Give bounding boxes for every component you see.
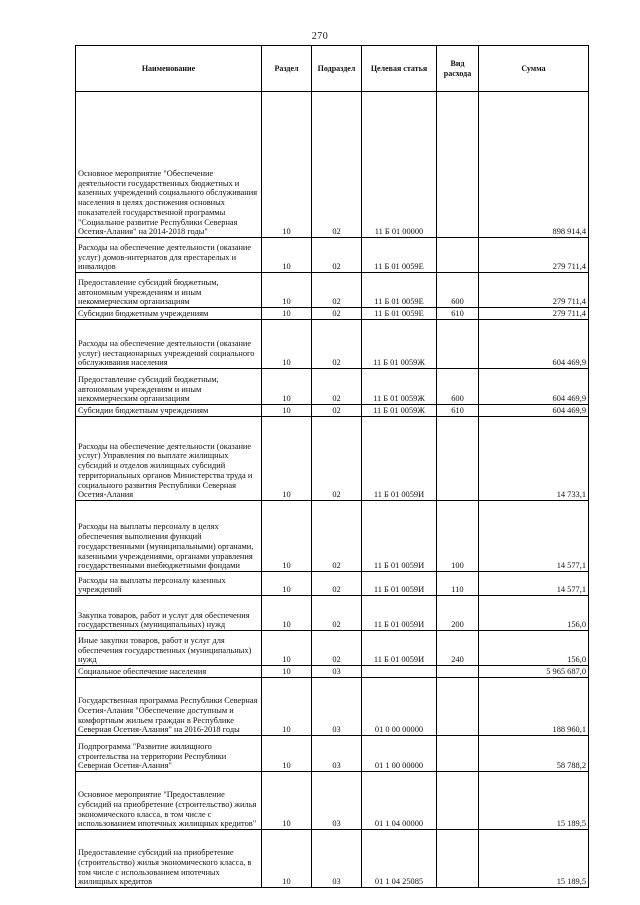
- row-name: Субсидии бюджетным учреждениям: [76, 308, 262, 320]
- table-row: [76, 631, 589, 666]
- row-section: 10: [262, 417, 312, 501]
- header-target: Целевая статья: [362, 46, 437, 92]
- row-amount: 279 711,4: [479, 238, 589, 273]
- row-type: [437, 772, 479, 830]
- row-type: [437, 678, 479, 736]
- row-target: 01 1 04 00000: [362, 772, 437, 830]
- row-name: Подпрограмма "Развитие жилищного строительства на территории Республики Северная Осетия-Алания": [76, 736, 262, 772]
- row-subsection: 03: [312, 678, 362, 736]
- row-section: 10: [262, 92, 312, 238]
- row-amount: 14 733,1: [479, 417, 589, 501]
- row-type: [437, 666, 479, 678]
- table-row: [76, 501, 589, 572]
- row-amount: 14 577,1: [479, 501, 589, 572]
- row-amount: 15 189,5: [479, 830, 589, 888]
- row-target: [362, 666, 437, 678]
- row-name: Расходы на обеспечение деятельности (оказание услуг) Управления по выплате жилищных субсидий и отделов жилищных субсидий территориальных органов Министерства труда и социального развития Республики Северная Осетия-Алания: [76, 417, 262, 501]
- row-amount: 58 788,2: [479, 736, 589, 772]
- row-subsection: 02: [312, 572, 362, 596]
- row-type: [437, 92, 479, 238]
- row-name: Государственная программа Республики Северная Осетия-Алания "Обеспечение доступным и комфортным жильем граждан в Республике Северная Осетия-Алания" на 2016-2018 годы: [76, 678, 262, 736]
- table-row: [76, 273, 589, 308]
- row-target: 11 Б 01 0059И: [362, 417, 437, 501]
- row-amount: 156,0: [479, 596, 589, 631]
- row-subsection: 02: [312, 369, 362, 405]
- row-target: 11 Б 01 0059Е: [362, 238, 437, 273]
- row-target: 11 Б 01 0059И: [362, 596, 437, 631]
- header-section: Раздел: [262, 46, 312, 92]
- row-section: 10: [262, 678, 312, 736]
- row-name: Предоставление субсидий бюджетным, автономным учреждениям и иным некоммерческим организациям: [76, 369, 262, 405]
- row-target: 01 1 00 00000: [362, 736, 437, 772]
- table-row: [76, 92, 589, 238]
- row-amount: 156,0: [479, 631, 589, 666]
- row-type: 110: [437, 572, 479, 596]
- row-target: 11 Б 01 0059И: [362, 572, 437, 596]
- row-name: Расходы на обеспечение деятельности (оказание услуг) нестационарных учреждений социального обслуживания населения: [76, 320, 262, 369]
- row-type: 240: [437, 631, 479, 666]
- row-section: 10: [262, 596, 312, 631]
- row-subsection: 02: [312, 92, 362, 238]
- row-name: Расходы на обеспечение деятельности (оказание услуг) домов-интернатов для престарелых и инвалидов: [76, 238, 262, 273]
- row-target: 11 Б 01 0059И: [362, 501, 437, 572]
- row-subsection: 02: [312, 501, 362, 572]
- row-subsection: 03: [312, 736, 362, 772]
- table-row: [76, 369, 589, 405]
- budget-table: [75, 45, 589, 888]
- row-section: 10: [262, 308, 312, 320]
- row-amount: 5 965 687,0: [479, 666, 589, 678]
- row-target: 11 Б 01 0059Е: [362, 273, 437, 308]
- table-row: [76, 666, 589, 678]
- table-row: [76, 308, 589, 320]
- row-name: Субсидии бюджетным учреждениям: [76, 405, 262, 417]
- row-subsection: 02: [312, 405, 362, 417]
- row-subsection: 02: [312, 238, 362, 273]
- row-name: Основное мероприятие "Предоставление субсидий на приобретение (строительство) жилья экономического класса, в том числе с использованием ипотечных жилищных кредитов": [76, 772, 262, 830]
- row-subsection: 02: [312, 320, 362, 369]
- row-target: 11 Б 01 0059Ж: [362, 369, 437, 405]
- row-target: 11 Б 01 00000: [362, 92, 437, 238]
- row-amount: 604 469,9: [479, 369, 589, 405]
- table-row: [76, 736, 589, 772]
- row-amount: 898 914,4: [479, 92, 589, 238]
- table-row: [76, 405, 589, 417]
- row-type: [437, 830, 479, 888]
- row-section: 10: [262, 238, 312, 273]
- row-amount: 188 960,1: [479, 678, 589, 736]
- row-name: Основное мероприятие "Обеспечение деятельности государственных бюджетных и казенных учреждений социального обслуживания населения в целях достижения основных показателей государственной программы "Социальное развитие Республики Северная Осетия-Алания" на 2014-2018 годы": [76, 92, 262, 238]
- row-type: 200: [437, 596, 479, 631]
- row-subsection: 02: [312, 273, 362, 308]
- row-subsection: 02: [312, 596, 362, 631]
- table-row: [76, 596, 589, 631]
- row-name: Предоставление субсидий бюджетным, автономным учреждениям и иным некоммерческим организациям: [76, 273, 262, 308]
- row-section: 10: [262, 631, 312, 666]
- row-subsection: 02: [312, 417, 362, 501]
- header-amount: Сумма: [479, 46, 589, 92]
- row-section: 10: [262, 772, 312, 830]
- row-target: 11 Б 01 0059Ж: [362, 320, 437, 369]
- row-target: 11 Б 01 0059И: [362, 631, 437, 666]
- row-section: 10: [262, 736, 312, 772]
- row-section: 10: [262, 273, 312, 308]
- row-type: [437, 320, 479, 369]
- header-name: Наименование: [76, 46, 262, 92]
- row-subsection: 02: [312, 631, 362, 666]
- row-amount: 279 711,4: [479, 308, 589, 320]
- table-row: [76, 830, 589, 888]
- row-target: 11 Б 01 0059Ж: [362, 405, 437, 417]
- row-section: 10: [262, 320, 312, 369]
- row-type: 600: [437, 273, 479, 308]
- row-type: [437, 417, 479, 501]
- row-target: 01 1 04 25085: [362, 830, 437, 888]
- row-name: Закупка товаров, работ и услуг для обеспечения государственных (муниципальных) нужд: [76, 596, 262, 631]
- row-section: 10: [262, 501, 312, 572]
- row-section: 10: [262, 405, 312, 417]
- header-row: [76, 46, 589, 92]
- row-amount: 15 189,5: [479, 772, 589, 830]
- row-target: 01 0 00 00000: [362, 678, 437, 736]
- row-section: 10: [262, 572, 312, 596]
- row-amount: 14 577,1: [479, 572, 589, 596]
- row-type: 100: [437, 501, 479, 572]
- row-subsection: 03: [312, 666, 362, 678]
- row-type: 610: [437, 308, 479, 320]
- table-row: [76, 572, 589, 596]
- row-section: 10: [262, 666, 312, 678]
- row-name: Иные закупки товаров, работ и услуг для обеспечения государственных (муниципальных) нужд: [76, 631, 262, 666]
- row-name: Предоставление субсидий на приобретение (строительство) жилья экономического класса, в том числе с использованием ипотечных жилищных кредитов: [76, 830, 262, 888]
- row-type: [437, 736, 479, 772]
- row-name: Расходы на выплаты персоналу в целях обеспечения выполнения функций государственными (муниципальными) органами, казенными учреждениями, органами управления государственными внебюджетными фондами: [76, 501, 262, 572]
- table-row: [76, 320, 589, 369]
- table-row: [76, 417, 589, 501]
- row-type: 600: [437, 369, 479, 405]
- table-row: [76, 678, 589, 736]
- row-type: [437, 238, 479, 273]
- row-type: 610: [437, 405, 479, 417]
- table-row: [76, 238, 589, 273]
- row-subsection: 02: [312, 308, 362, 320]
- header-subsection: Подраздел: [312, 46, 362, 92]
- row-subsection: 03: [312, 772, 362, 830]
- row-target: 11 Б 01 0059Е: [362, 308, 437, 320]
- row-amount: 279 711,4: [479, 273, 589, 308]
- row-amount: 604 469,9: [479, 320, 589, 369]
- page-number: 270: [311, 31, 329, 42]
- header-expense-type: Вид расхода: [437, 46, 479, 92]
- table-row: [76, 772, 589, 830]
- row-name: Социальное обеспечение населения: [76, 666, 262, 678]
- row-amount: 604 469,9: [479, 405, 589, 417]
- row-section: 10: [262, 369, 312, 405]
- row-section: 10: [262, 830, 312, 888]
- row-name: Расходы на выплаты персоналу казенных учреждений: [76, 572, 262, 596]
- row-subsection: 03: [312, 830, 362, 888]
